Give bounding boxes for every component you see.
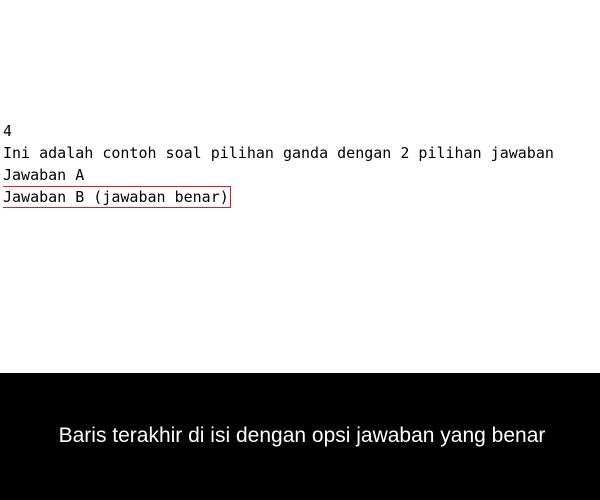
caption-text: Baris terakhir di isi dengan opsi jawaban yang benar bbox=[58, 424, 546, 447]
code-lines bbox=[3, 120, 600, 208]
line-option-b bbox=[3, 186, 600, 208]
line-question-number: 4 bbox=[3, 122, 13, 140]
line-option-a: Jawaban A bbox=[3, 166, 85, 184]
line-question-text: Ini adalah contoh soal pilihan ganda dengan 2 pilihan jawaban bbox=[3, 144, 554, 162]
caption-bar bbox=[0, 373, 600, 500]
correct-answer-highlight: Jawaban B (jawaban benar) bbox=[3, 188, 229, 206]
